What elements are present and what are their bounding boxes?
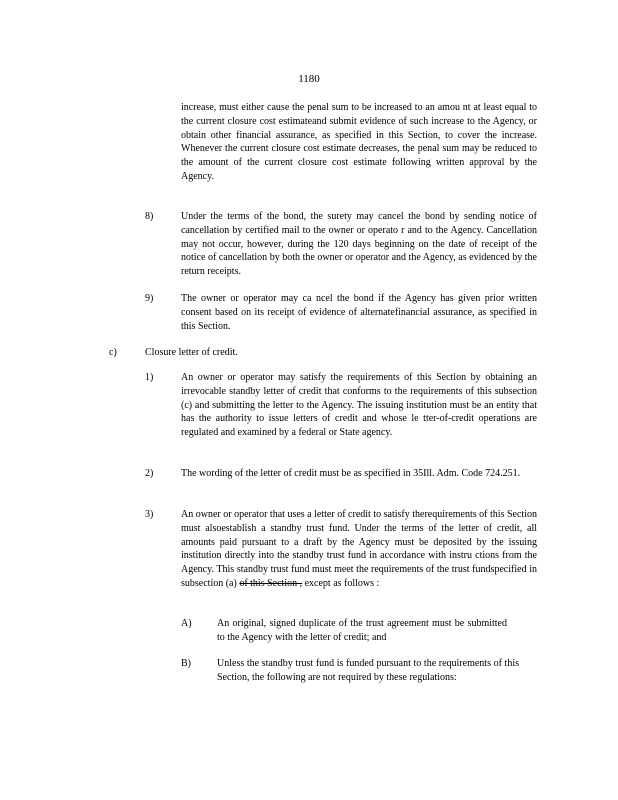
page-number: 1180 [298,73,320,85]
subitem-b-number: B) [181,658,191,669]
c-item-1-text: An owner or operator may satisfy the requirements of this Section by obtaining an irrevocable standby letter of credit that conforms to the requirements of this subsection (c) and submitting the letter to the Agency. The issuing institution must be an entity that has the authority to issue letters of credit and whose le tter-of-credit operations are regulated and examined by a federal or State agency. [181,372,537,439]
c-item-3-number: 3) [145,509,154,520]
c-item-3-struck-text: of this Section , [239,577,303,589]
item-8-text: Under the terms of the bond, the surety may cancel the bond by sending notice of cancellation by certified mail to the owner or operato r and to the Agency. Cancellation may not occur, however, during the 120 days beginning on the date of receipt of the notice of cancellation by both the owner or operator and the Agency, as evidenced by the return receipts. [181,211,537,278]
c-item-3-text [181,508,537,591]
subitem-a-text: An original, signed duplicate of the trust agreement must be submitted to the Agency with the letter of credit; and [217,618,507,643]
c-item-3-subsection-ref: (a) [225,577,237,589]
c-item-2-text: The wording of the letter of credit must be as specified in 35Ill. Adm. Code 724.251. [181,468,521,479]
c-item-3-body: An owner or operator that uses a letter of credit to satisfy therequirements of this Section must alsoestablish a standby trust fund. Under the terms of the letter of credit, all amounts paid pursuant to a draft by the Agency must be deposited by the issuing institution directly into the standby trust fund in accordance with instru ctions from the Agency. This standby trust fund must meet the requirements of the trust fundspecified in subsection [181,509,537,589]
section-c-label: c) [109,347,117,358]
item-9-text: The owner or operator may ca ncel the bond if the Agency has given prior written consent based on its receipt of evidence of alternatefinancial assurance, as specified in this Section. [181,293,537,332]
intro-paragraph: increase, must either cause the penal sum to be increased to an amou nt at least equal to the current closure cost estimateand submit evidence of such increase to the Agency, or obtain other financial assurance, as specified in this Section, to cover the increase. Whenever the current closure cost estimate decreases, the penal sum may be reduced to the amount of the current closure cost estimate following written approval by the Agency. [181,102,537,182]
subitem-b-text: Unless the standby trust fund is funded pursuant to the requirements of this Section, the following are not required by these regulations: [217,658,519,683]
section-c-heading: Closure letter of credit. [145,347,238,358]
subitem-a-number: A) [181,618,192,629]
item-9-number: 9) [145,293,154,304]
c-item-3-tail: except as follows : [304,577,380,589]
item-8-number: 8) [145,211,154,222]
c-item-2-number: 2) [145,468,154,479]
c-item-1-number: 1) [145,372,154,383]
